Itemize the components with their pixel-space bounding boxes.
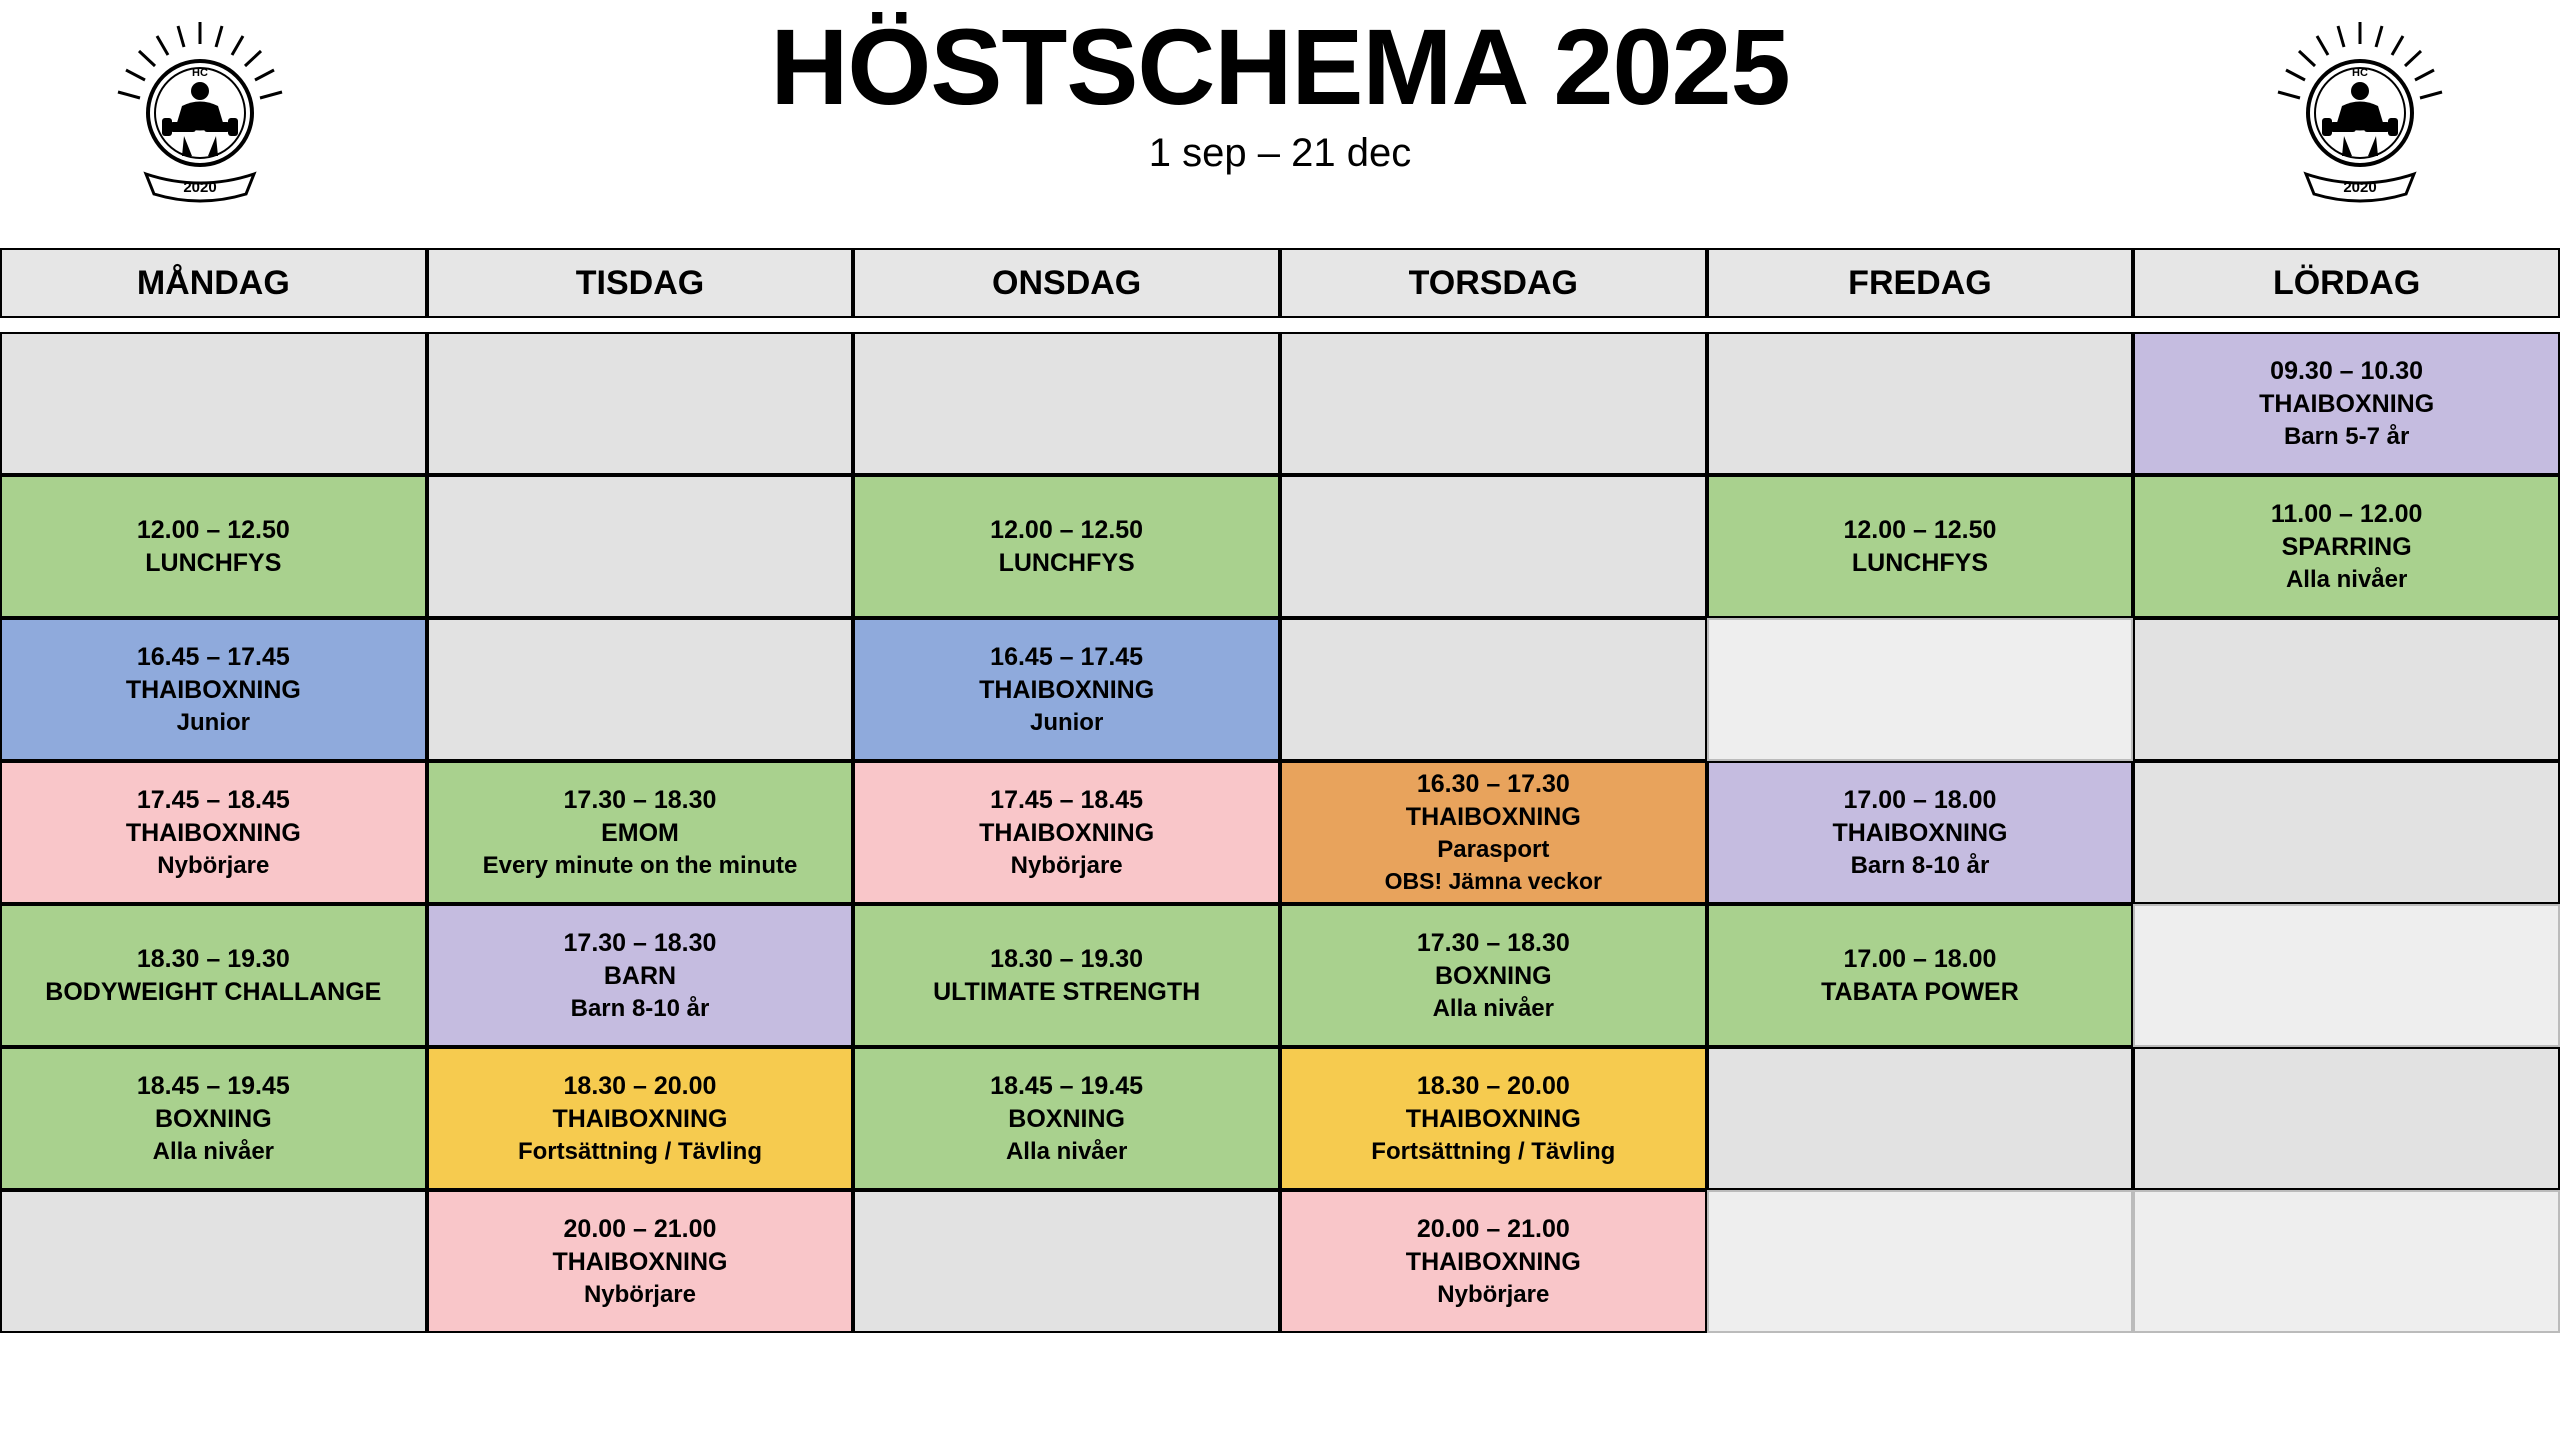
day-header-0: MÅNDAG [0,248,427,318]
class-cell[interactable] [1707,761,2134,904]
class-detail: Alla nivåer [1432,994,1554,1022]
class-name: BARN [603,961,677,990]
class-name: BODYWEIGHT CHALLANGE [45,977,382,1006]
class-time: 18.30 – 19.30 [990,944,1144,973]
logo-year-text: 2020 [183,179,217,196]
gym-club-logo-left [100,18,300,218]
day-header-5: LÖRDAG [2133,248,2560,318]
class-name: THAIBOXNING [979,675,1155,704]
class-time: 18.30 – 20.00 [1416,1071,1570,1100]
class-time: 17.30 – 18.30 [563,785,717,814]
logo-initials-text: HC [192,67,208,79]
schedule-row [0,761,2560,904]
schedule-row [0,904,2560,1047]
class-name: THAIBOXNING [979,818,1155,847]
empty-cell [853,332,1280,475]
class-name: LUNCHFYS [998,548,1135,577]
day-header-1: TISDAG [427,248,854,318]
class-detail: Junior [176,708,250,736]
date-range: 1 sep – 21 dec [1148,131,1412,176]
class-time: 18.30 – 19.30 [136,944,290,973]
gym-club-logo-right [2260,18,2460,218]
class-note: OBS! Jämna veckor [1384,868,1602,895]
empty-cell [0,1190,427,1333]
class-time: 17.30 – 18.30 [563,928,717,957]
class-cell[interactable] [1280,1190,1707,1333]
class-name: BOXNING [154,1104,272,1133]
class-detail: Every minute on the minute [482,851,798,879]
class-cell[interactable] [0,761,427,904]
class-cell[interactable] [1280,761,1707,904]
class-name: THAIBOXNING [1405,1247,1581,1276]
empty-cell [2133,1190,2560,1333]
class-cell[interactable] [1707,904,2134,1047]
empty-cell [2133,1047,2560,1190]
class-time: 16.45 – 17.45 [136,642,290,671]
class-cell[interactable] [0,1047,427,1190]
club-emblem-icon [2260,18,2460,218]
class-time: 20.00 – 21.00 [1416,1214,1570,1243]
schedule-body [0,332,2560,1333]
class-time: 18.30 – 20.00 [563,1071,717,1100]
class-detail: Alla nivåer [152,1137,275,1165]
header-spacer [0,318,2560,332]
class-cell[interactable] [2133,475,2560,618]
class-time: 17.30 – 18.30 [1416,928,1570,957]
class-cell[interactable] [853,761,1280,904]
class-name: THAIBOXNING [125,818,301,847]
class-cell[interactable] [853,904,1280,1047]
empty-cell [0,332,427,475]
poster-header [0,0,2560,240]
class-name: TABATA POWER [1821,977,2019,1006]
class-detail: Alla nivåer [1005,1137,1128,1165]
class-name: EMOM [601,818,679,847]
class-name: BOXNING [1434,961,1552,990]
class-time: 12.00 – 12.50 [136,515,290,544]
class-cell[interactable] [427,1190,854,1333]
empty-cell [1707,1190,2134,1333]
class-cell[interactable] [1280,1047,1707,1190]
class-cell[interactable] [427,761,854,904]
class-time: 18.45 – 19.45 [990,1071,1144,1100]
class-cell[interactable] [853,1047,1280,1190]
class-time: 12.00 – 12.50 [990,515,1144,544]
class-detail: Junior [1029,708,1104,736]
title-block [770,0,1789,176]
class-cell[interactable] [427,904,854,1047]
class-name: SPARRING [2281,532,2412,561]
club-emblem-icon [100,18,300,218]
class-name: THAIBOXNING [552,1247,728,1276]
class-cell[interactable] [427,1047,854,1190]
class-time: 17.00 – 18.00 [1843,785,1997,814]
class-detail: Parasport [1437,836,1550,864]
class-detail: Nybörjare [583,1280,696,1308]
empty-cell [1280,475,1707,618]
class-detail: Alla nivåer [2285,565,2408,593]
class-time: 09.30 – 10.30 [2270,356,2424,385]
day-header-4: FREDAG [1707,248,2134,318]
schedule-row [0,1047,2560,1190]
class-time: 12.00 – 12.50 [1843,515,1997,544]
page-title: HÖSTSCHEMA 2025 [770,6,1790,127]
class-time: 16.45 – 17.45 [990,642,1144,671]
day-header-2: ONSDAG [853,248,1280,318]
logo-initials-text: HC [2352,67,2368,79]
class-time: 18.45 – 19.45 [136,1071,290,1100]
schedule-header-row [0,248,2560,332]
class-name: THAIBOXNING [125,675,301,704]
class-detail: Nybörjare [157,851,270,879]
class-detail: Barn 5-7 år [2283,422,2410,450]
class-name: THAIBOXNING [552,1104,728,1133]
class-detail: Barn 8-10 år [1850,851,1990,879]
empty-cell [427,618,854,761]
empty-cell [1280,618,1707,761]
empty-cell [2133,618,2560,761]
empty-cell [1707,332,2134,475]
class-time: 17.45 – 18.45 [136,785,290,814]
class-time: 17.00 – 18.00 [1843,944,1997,973]
day-header-3: TORSDAG [1280,248,1707,318]
class-name: THAIBOXNING [1405,803,1581,832]
empty-cell [2133,904,2560,1047]
class-cell[interactable] [2133,332,2560,475]
class-detail: Fortsättning / Tävling [1371,1137,1616,1165]
empty-cell [853,1190,1280,1333]
empty-cell [2133,761,2560,904]
weekly-schedule-table [0,248,2560,1333]
class-name: THAIBOXNING [1832,818,2008,847]
class-time: 17.45 – 18.45 [990,785,1144,814]
class-cell[interactable] [0,618,427,761]
class-cell[interactable] [853,475,1280,618]
class-cell[interactable] [853,618,1280,761]
class-name: ULTIMATE STRENGTH [933,977,1201,1006]
logo-year-text: 2020 [2343,179,2377,196]
class-cell[interactable] [0,475,427,618]
class-time: 11.00 – 12.00 [2270,499,2423,528]
class-detail: Nybörjare [1010,851,1123,879]
class-name: LUNCHFYS [145,548,282,577]
empty-cell [1280,332,1707,475]
class-cell[interactable] [1707,475,2134,618]
class-name: THAIBOXNING [1405,1104,1581,1133]
class-name: BOXNING [1008,1104,1125,1133]
class-detail: Nybörjare [1437,1280,1550,1308]
empty-cell [427,332,854,475]
empty-cell [427,475,854,618]
schedule-row [0,1190,2560,1333]
class-time: 16.30 – 17.30 [1416,770,1570,799]
schedule-row [0,332,2560,475]
empty-cell [1707,1047,2134,1190]
empty-cell [1707,618,2134,761]
class-name: THAIBOXNING [2259,389,2435,418]
schedule-row [0,618,2560,761]
class-cell[interactable] [0,904,427,1047]
class-detail: Fortsättning / Tävling [517,1137,762,1165]
class-time: 20.00 – 21.00 [563,1214,717,1243]
class-name: LUNCHFYS [1851,548,1988,577]
class-detail: Barn 8-10 år [570,994,710,1022]
class-cell[interactable] [1280,904,1707,1047]
schedule-row [0,475,2560,618]
